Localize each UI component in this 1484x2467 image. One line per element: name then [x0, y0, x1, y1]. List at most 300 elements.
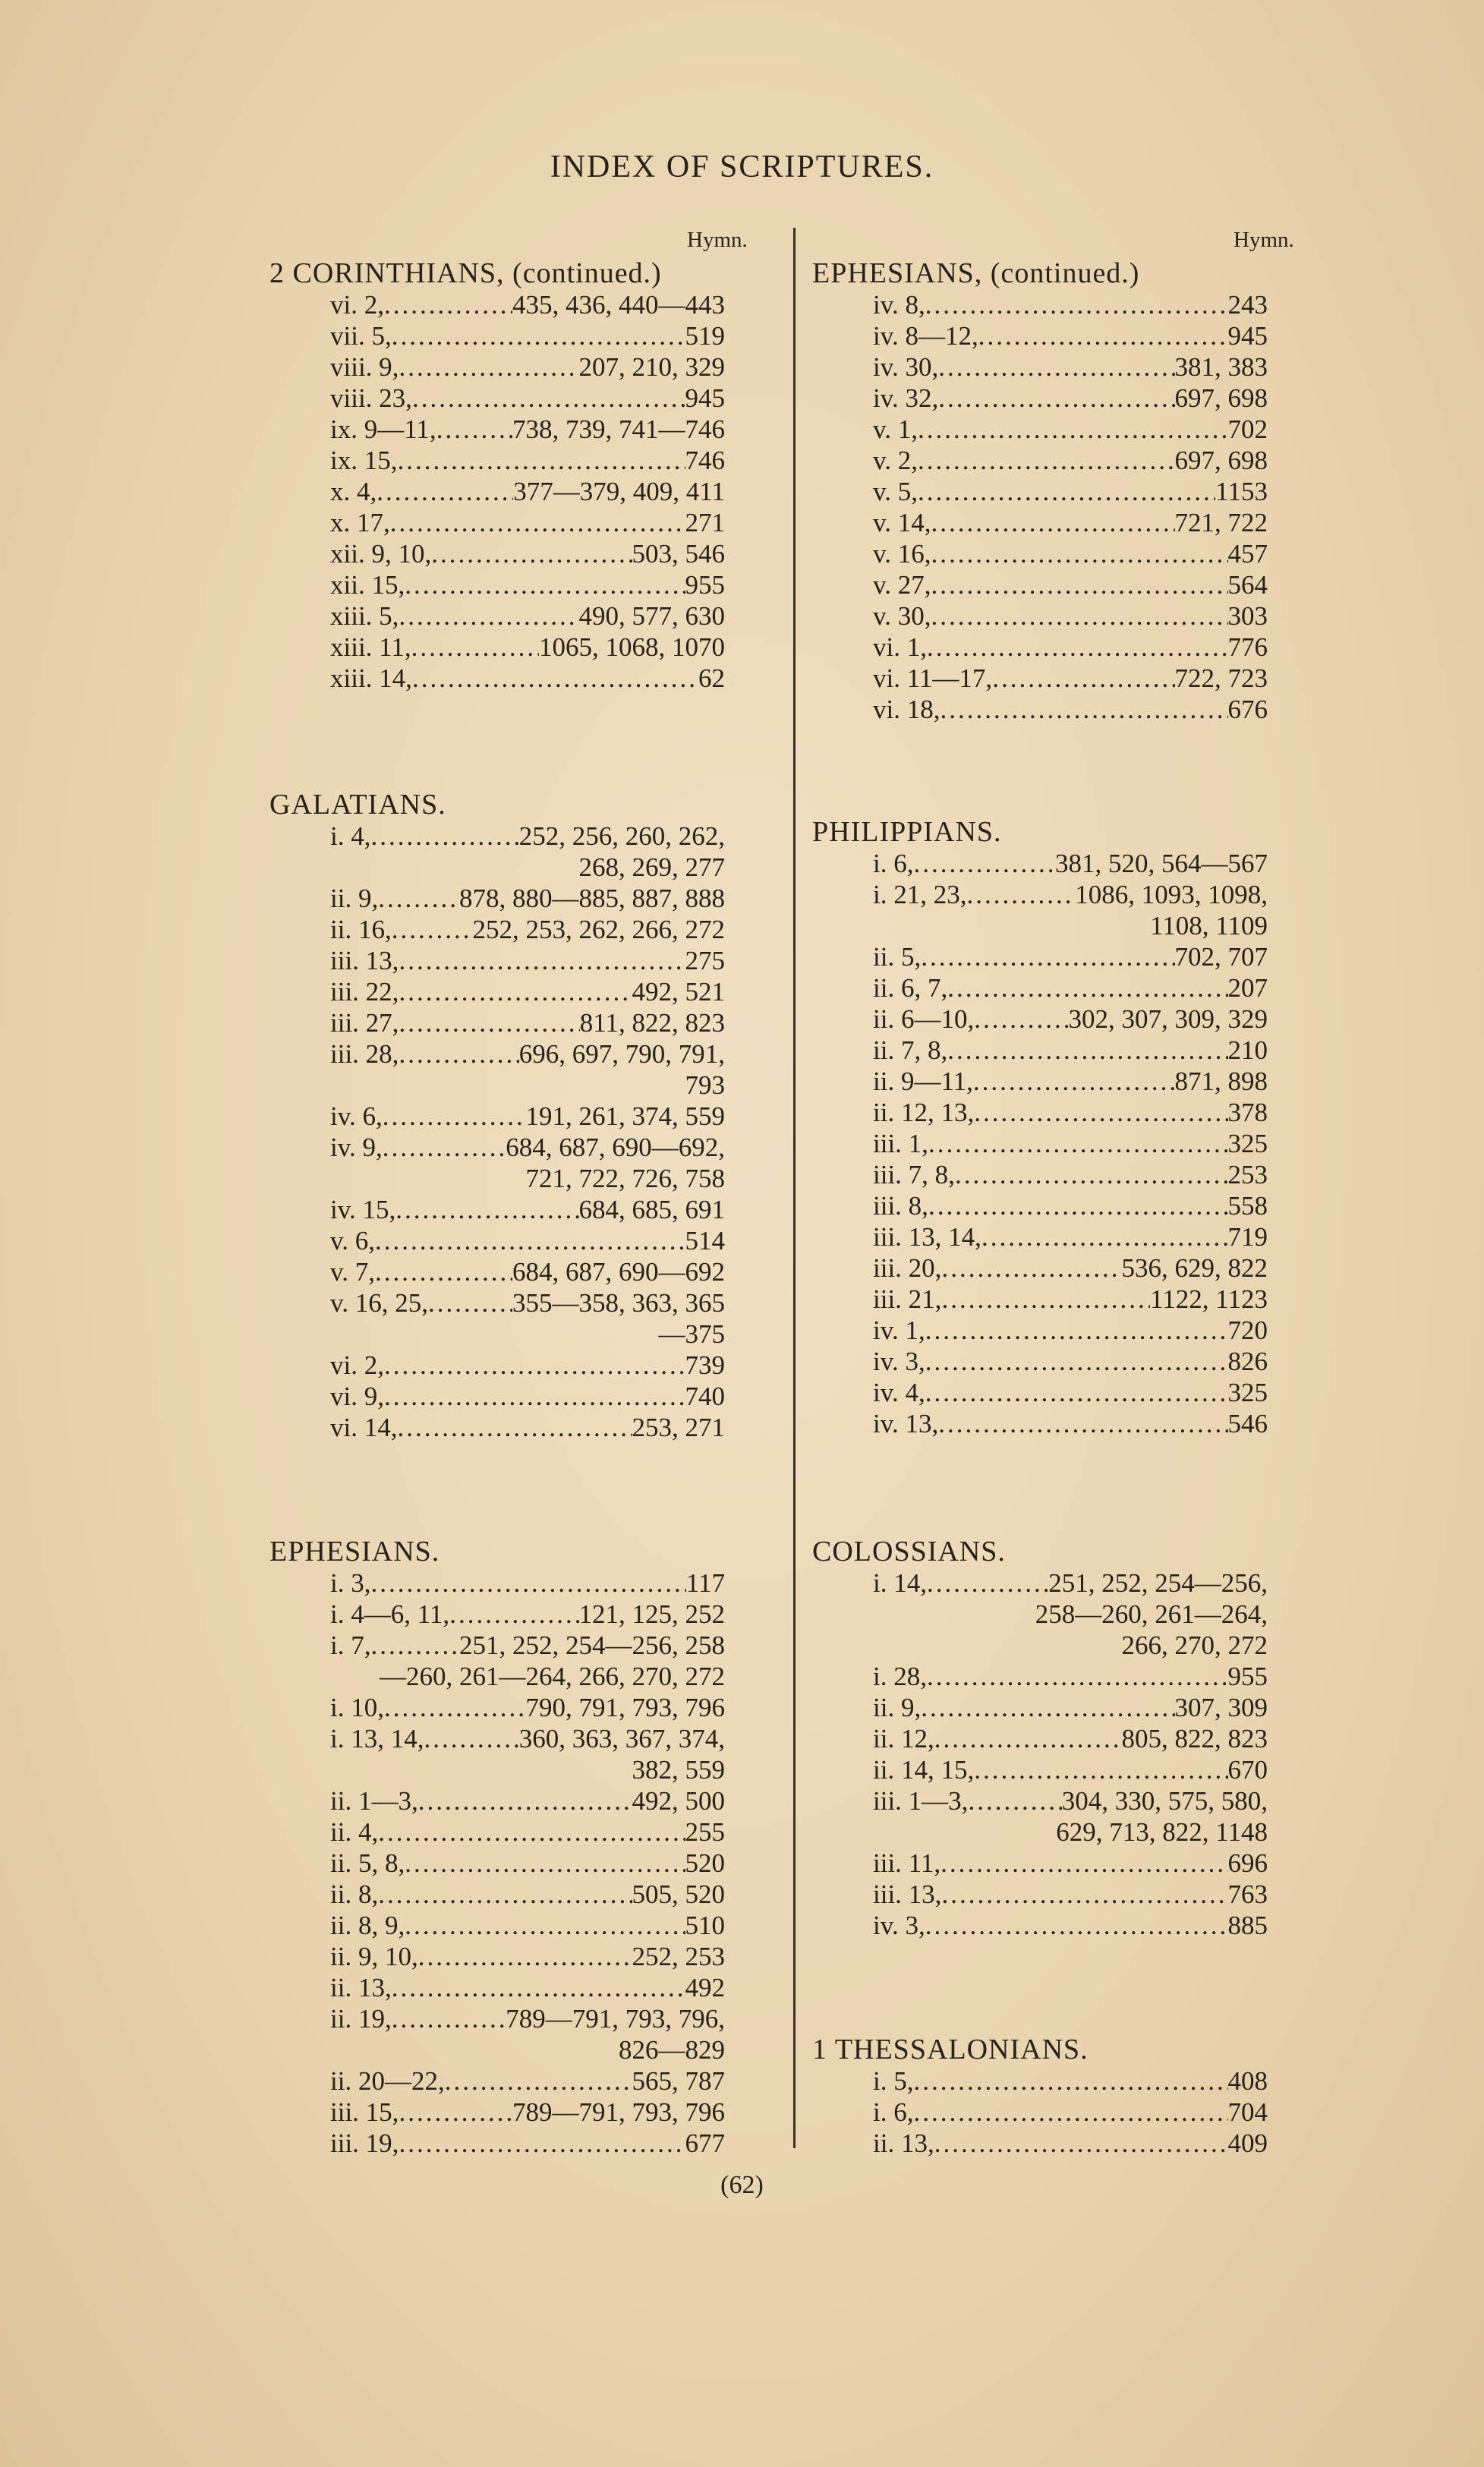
- hymn-numbers-continued: 629, 713, 822, 1148: [1056, 1817, 1268, 1847]
- index-entry: [330, 320, 725, 351]
- hymn-numbers: 520: [685, 1848, 725, 1878]
- hymn-numbers: 955: [1227, 1662, 1268, 1691]
- scripture-reference: ii. 9—11,: [873, 1067, 973, 1096]
- index-entry: [330, 1599, 725, 1630]
- scripture-reference: ii. 6, 7,: [873, 973, 948, 1003]
- index-entry: [330, 538, 725, 569]
- dot-leader: [424, 1723, 518, 1754]
- scripture-reference: iii. 15,: [330, 2097, 399, 2127]
- scripture-reference: xiii. 14,: [330, 663, 412, 693]
- scripture-reference: v. 2,: [873, 446, 918, 475]
- index-entry: [330, 1350, 725, 1381]
- index-entry: [873, 1692, 1268, 1723]
- dot-leader: [921, 941, 1174, 972]
- index-entry: [330, 1785, 725, 1816]
- scripture-reference: iii. 13,: [873, 1879, 942, 1909]
- index-entry: [330, 1630, 725, 1661]
- index-entry: [330, 351, 725, 383]
- hymn-numbers: 684, 685, 691: [578, 1195, 725, 1224]
- dot-leader: [418, 1785, 632, 1816]
- index-entry: [873, 1661, 1268, 1692]
- index-entry: [873, 2097, 1268, 2128]
- dot-leader: [399, 945, 685, 976]
- hymn-numbers: 355—358, 363, 365: [512, 1288, 725, 1318]
- dot-leader: [918, 445, 1175, 476]
- index-entry: [330, 1194, 725, 1225]
- index-entry: [873, 1567, 1268, 1599]
- scripture-reference: iv. 32,: [873, 383, 939, 413]
- dot-leader: [927, 632, 1228, 663]
- index-entry: [873, 941, 1268, 972]
- scripture-reference: ii. 20—22,: [330, 2066, 445, 2096]
- right-column-header: Hymn.: [1234, 228, 1294, 252]
- hymn-numbers: 253: [1227, 1160, 1268, 1189]
- index-entry: [873, 879, 1268, 910]
- dot-leader: [925, 289, 1228, 320]
- index-entry: [330, 476, 725, 507]
- hymn-numbers: 307, 309: [1174, 1693, 1268, 1722]
- dot-leader: [938, 351, 1174, 383]
- dot-leader: [436, 414, 512, 445]
- scripture-reference: ii. 13,: [330, 1973, 392, 2002]
- hymn-numbers: 457: [1227, 539, 1268, 569]
- section-title: 1 THESSALONIANS.: [812, 2034, 1089, 2065]
- section-title: GALATIANS.: [269, 789, 446, 821]
- index-entry: [330, 1101, 725, 1132]
- hymn-numbers: 377—379, 409, 411: [513, 477, 725, 506]
- dot-leader: [966, 879, 1075, 910]
- index-entry: [873, 289, 1268, 320]
- scripture-reference: iii. 22,: [330, 977, 399, 1007]
- scripture-reference: ii. 13,: [873, 2128, 934, 2158]
- scripture-reference: iii. 1—3,: [873, 1786, 969, 1816]
- scripture-reference: ix. 15,: [330, 446, 398, 475]
- dot-leader: [392, 2003, 506, 2034]
- index-entry: [873, 632, 1268, 663]
- dot-leader: [974, 1097, 1227, 1128]
- dot-leader: [397, 1412, 632, 1443]
- dot-leader: [399, 351, 578, 383]
- hymn-numbers: 251, 252, 254—256,: [1048, 1568, 1268, 1598]
- dot-leader: [378, 1816, 685, 1848]
- dot-leader: [405, 569, 685, 600]
- page-title: INDEX OF SCRIPTURES.: [550, 150, 934, 184]
- index-entry: [873, 476, 1268, 507]
- index-entry: [330, 1816, 725, 1848]
- scripture-reference: ii. 19,: [330, 2004, 392, 2034]
- scripture-reference: i. 5,: [873, 2066, 914, 2096]
- scripture-reference: i. 6,: [873, 849, 914, 878]
- index-entry: [330, 883, 725, 914]
- hymn-numbers: 519: [685, 321, 725, 351]
- hymn-numbers: 546: [1227, 1409, 1268, 1438]
- dot-leader: [913, 2097, 1227, 2128]
- dot-leader: [397, 445, 685, 476]
- scripture-reference: i. 10,: [330, 1693, 384, 1722]
- scripture-reference: vi. 2,: [330, 290, 384, 320]
- hymn-numbers-continued: —375: [658, 1319, 725, 1349]
- hymn-numbers: 565, 787: [632, 2066, 725, 2096]
- dot-leader: [412, 383, 685, 414]
- scripture-reference: iv. 8—12,: [873, 321, 978, 351]
- index-entry: [330, 1412, 725, 1443]
- hymn-numbers: 684, 687, 690—692,: [506, 1133, 725, 1162]
- section-title: COLOSSIANS.: [812, 1536, 1006, 1567]
- scripture-reference: iii. 13, 14,: [873, 1222, 981, 1252]
- dot-leader: [428, 1287, 512, 1319]
- dot-leader: [412, 663, 698, 694]
- dot-leader: [955, 1159, 1228, 1190]
- dot-leader: [405, 1910, 685, 1941]
- scripture-reference: i. 28,: [873, 1662, 927, 1691]
- index-entry: [873, 1848, 1268, 1879]
- dot-leader: [384, 1692, 526, 1723]
- scripture-reference: iv. 13,: [873, 1409, 939, 1438]
- index-entry: [330, 1910, 725, 1941]
- scripture-reference: iii. 27,: [330, 1008, 399, 1038]
- hymn-numbers: 435, 436, 440—443: [512, 290, 725, 320]
- index-entry: [873, 1408, 1268, 1439]
- dot-leader: [928, 1128, 1228, 1159]
- scripture-reference: v. 1,: [873, 414, 918, 444]
- hymn-numbers: 381, 520, 564—567: [1055, 849, 1268, 878]
- scripture-reference: i. 4—6, 11,: [330, 1599, 450, 1629]
- hymn-numbers: 722, 723: [1174, 663, 1268, 693]
- hymn-numbers: 514: [685, 1226, 725, 1256]
- hymn-numbers: 492: [685, 1973, 725, 2002]
- column-divider: [793, 228, 796, 2148]
- dot-leader: [399, 600, 578, 632]
- scripture-reference: vi. 11—17,: [873, 663, 993, 693]
- hymn-numbers: 789—791, 793, 796: [512, 2097, 725, 2127]
- section-title: EPHESIANS.: [269, 1536, 440, 1567]
- hymn-numbers: 360, 363, 367, 374,: [518, 1724, 725, 1753]
- dot-leader: [449, 1599, 578, 1630]
- hymn-numbers: 121, 125, 252: [578, 1599, 725, 1629]
- index-entry: [873, 1097, 1268, 1128]
- scripture-reference: v. 7,: [330, 1257, 375, 1287]
- dot-leader: [918, 414, 1228, 445]
- hymn-numbers: 738, 739, 741—746: [512, 414, 725, 444]
- index-entry: [330, 663, 725, 694]
- hymn-numbers: 805, 822, 823: [1121, 1724, 1268, 1753]
- dot-leader: [399, 1007, 579, 1038]
- scripture-reference: xiii. 11,: [330, 632, 411, 662]
- dot-leader: [974, 1003, 1068, 1035]
- hymn-numbers: 490, 577, 630: [578, 601, 725, 631]
- hymn-numbers: 1086, 1093, 1098,: [1075, 880, 1268, 909]
- scripture-reference: ii. 5,: [873, 942, 922, 972]
- index-entry: [330, 2128, 725, 2159]
- scripture-reference: i. 3,: [330, 1568, 371, 1598]
- index-entry: [873, 1003, 1268, 1035]
- scripture-reference: vi. 18,: [873, 695, 940, 724]
- section-title: 2 CORINTHIANS, (continued.): [269, 257, 662, 289]
- dot-leader: [370, 1567, 685, 1599]
- hymn-numbers: 702: [1227, 414, 1268, 444]
- scripture-reference: ii. 9, 10,: [330, 1942, 418, 1971]
- dot-leader: [377, 476, 513, 507]
- index-entry: [873, 1910, 1268, 1941]
- index-entry: [330, 1381, 725, 1412]
- scripture-reference: ii. 8,: [330, 1879, 379, 1909]
- section-title: PHILIPPIANS.: [812, 816, 1002, 848]
- index-entry: [873, 383, 1268, 414]
- scripture-reference: ii. 16,: [330, 915, 392, 944]
- index-entry: [330, 507, 725, 538]
- dot-leader: [931, 538, 1227, 569]
- dot-leader: [981, 1221, 1228, 1252]
- scripture-reference: iii. 21,: [873, 1284, 942, 1314]
- hymn-numbers: 251, 252, 254—256, 258: [459, 1630, 725, 1660]
- hymn-numbers-continued: 1108, 1109: [1150, 911, 1268, 940]
- dot-leader: [392, 914, 473, 945]
- hymn-numbers: 271: [685, 508, 725, 537]
- dot-leader: [973, 1066, 1175, 1097]
- index-entry: [330, 1132, 725, 1163]
- hymn-numbers: 408: [1227, 2066, 1268, 2096]
- index-entry: [873, 569, 1268, 600]
- dot-leader: [925, 1315, 1228, 1346]
- hymn-numbers: 503, 546: [632, 539, 725, 569]
- hymn-numbers: 492, 521: [632, 977, 725, 1007]
- hymn-numbers-continued: 793: [685, 1070, 725, 1100]
- index-entry: [330, 383, 725, 414]
- index-entry: [330, 289, 725, 320]
- hymn-numbers: 871, 898: [1174, 1067, 1268, 1096]
- index-entry: [873, 1221, 1268, 1252]
- hymn-numbers: 746: [685, 446, 725, 475]
- index-entry: [873, 663, 1268, 694]
- index-entry: [330, 600, 725, 632]
- hymn-numbers: 811, 822, 823: [579, 1008, 725, 1038]
- scripture-reference: v. 16,: [873, 539, 931, 569]
- hymn-numbers: 696, 697, 790, 791,: [518, 1039, 725, 1069]
- dot-leader: [941, 1252, 1121, 1284]
- hymn-numbers: 191, 261, 374, 559: [525, 1101, 725, 1131]
- index-entry: [873, 445, 1268, 476]
- dot-leader: [378, 883, 459, 914]
- dot-leader: [928, 1190, 1228, 1221]
- dot-leader: [940, 694, 1227, 725]
- page-number: (62): [720, 2171, 764, 2199]
- index-entry: [330, 1692, 725, 1723]
- dot-leader: [390, 507, 685, 538]
- scripture-reference: iv. 1,: [873, 1315, 925, 1345]
- hymn-numbers: 740: [685, 1382, 725, 1411]
- dot-leader: [378, 1879, 632, 1910]
- scripture-reference: iv. 15,: [330, 1195, 396, 1224]
- scripture-reference: iii. 13,: [330, 946, 399, 975]
- scripture-reference: iv. 3,: [873, 1911, 925, 1940]
- section-1-thessalonians: [812, 2034, 1268, 2159]
- hymn-numbers: 304, 330, 575, 580,: [1061, 1786, 1268, 1816]
- hymn-numbers-continued: —260, 261—264, 266, 270, 272: [380, 1662, 725, 1691]
- dot-leader: [927, 1567, 1048, 1599]
- index-entry: [873, 1754, 1268, 1785]
- hymn-numbers: 558: [1227, 1191, 1268, 1221]
- scripture-reference: iv. 30,: [873, 352, 939, 382]
- scripture-reference: xii. 15,: [330, 570, 405, 600]
- scripture-reference: viii. 23,: [330, 383, 412, 413]
- scripture-reference: iii. 1,: [873, 1129, 928, 1158]
- hymn-numbers: 720: [1227, 1315, 1268, 1345]
- hymn-numbers: 252, 253: [632, 1942, 725, 1971]
- index-entry: [330, 2097, 725, 2128]
- scripture-reference: i. 6,: [873, 2097, 914, 2127]
- scripture-reference: iv. 4,: [873, 1378, 925, 1407]
- scripture-reference: iii. 28,: [330, 1039, 399, 1069]
- index-entry: [330, 1225, 725, 1256]
- hymn-numbers: 696: [1227, 1848, 1268, 1878]
- scripture-reference: iii. 7, 8,: [873, 1160, 955, 1189]
- scripture-reference: i. 14,: [873, 1568, 927, 1598]
- scripture-reference: iii. 19,: [330, 2128, 399, 2158]
- dot-leader: [384, 289, 512, 320]
- hymn-numbers: 492, 500: [632, 1786, 725, 1816]
- hymn-numbers: 564: [1227, 570, 1268, 600]
- scripture-reference: ii. 12,: [873, 1724, 934, 1753]
- index-entry: [330, 1723, 725, 1754]
- hymn-numbers: 739: [685, 1350, 725, 1380]
- scripture-reference: ii. 1—3,: [330, 1786, 418, 1816]
- index-entry: [330, 445, 725, 476]
- scripture-reference: vii. 5,: [330, 321, 392, 351]
- hymn-numbers: 303: [1227, 601, 1268, 631]
- hymn-numbers: 505, 520: [632, 1879, 725, 1909]
- index-entry: [873, 1377, 1268, 1408]
- hymn-numbers: 243: [1227, 290, 1268, 320]
- index-entry: [873, 320, 1268, 351]
- dot-leader: [941, 1284, 1150, 1315]
- index-entry: [330, 1256, 725, 1287]
- dot-leader: [974, 1754, 1227, 1785]
- hymn-numbers: 763: [1227, 1879, 1268, 1909]
- index-entry: [873, 1723, 1268, 1754]
- scripture-reference: vi. 1,: [873, 632, 927, 662]
- scripture-reference: v. 5,: [873, 477, 918, 506]
- dot-leader: [383, 1101, 526, 1132]
- hymn-numbers: 275: [685, 946, 725, 975]
- hymn-numbers: 697, 698: [1174, 446, 1268, 475]
- scripture-reference: iii. 20,: [873, 1253, 942, 1283]
- index-entry: [873, 1346, 1268, 1377]
- section-ephesians: [269, 1536, 725, 2159]
- index-entry: [330, 1941, 725, 1972]
- index-entry: [873, 538, 1268, 569]
- index-entry: [330, 1879, 725, 1910]
- dot-leader: [931, 507, 1174, 538]
- dot-leader: [941, 1879, 1227, 1910]
- hymn-numbers: 252, 253, 262, 266, 272: [472, 915, 725, 944]
- scripture-reference: xiii. 5,: [330, 601, 399, 631]
- dot-leader: [384, 1381, 685, 1412]
- hymn-numbers: 826: [1227, 1347, 1268, 1376]
- hymn-numbers: 945: [685, 383, 725, 413]
- hymn-numbers: 1122, 1123: [1150, 1284, 1268, 1314]
- dot-leader: [968, 1785, 1061, 1816]
- dot-leader: [978, 320, 1228, 351]
- dot-leader: [392, 320, 685, 351]
- dot-leader: [925, 1910, 1228, 1941]
- hymn-numbers: 704: [1227, 2097, 1268, 2127]
- hymn-numbers: 409: [1227, 2128, 1268, 2158]
- dot-leader: [913, 2065, 1227, 2097]
- dot-leader: [418, 1941, 632, 1972]
- scripture-reference: v. 27,: [873, 570, 931, 600]
- index-entry: [330, 632, 725, 663]
- hymn-numbers: 721, 722: [1174, 508, 1268, 537]
- dot-leader: [913, 848, 1055, 879]
- index-entry: [873, 1284, 1268, 1315]
- hymn-numbers: 702, 707: [1174, 942, 1268, 972]
- index-entry: [873, 694, 1268, 725]
- index-entry: [873, 1066, 1268, 1097]
- hymn-numbers: 697, 698: [1174, 383, 1268, 413]
- index-entry: [330, 1972, 725, 2003]
- dot-leader: [938, 1408, 1227, 1439]
- dot-leader: [375, 1225, 685, 1256]
- index-entry: [873, 1785, 1268, 1816]
- index-entry: [330, 569, 725, 600]
- scripture-reference: ii. 4,: [330, 1817, 379, 1847]
- dot-leader: [938, 383, 1174, 414]
- dot-leader: [384, 1350, 685, 1381]
- scripture-reference: vi. 9,: [330, 1382, 384, 1411]
- scripture-reference: ii. 6—10,: [873, 1004, 975, 1034]
- section-2-corinthians: [269, 258, 725, 694]
- dot-leader: [392, 1972, 685, 2003]
- scripture-reference: i. 7,: [330, 1630, 371, 1660]
- dot-leader: [931, 600, 1227, 632]
- hymn-numbers: 325: [1227, 1129, 1268, 1158]
- scripture-reference: v. 30,: [873, 601, 931, 631]
- scripture-reference: ii. 9,: [330, 884, 379, 913]
- hymn-numbers-continued: 258—260, 261—264,: [1035, 1599, 1268, 1629]
- dot-leader: [399, 1038, 518, 1070]
- index-entry: [873, 1159, 1268, 1190]
- hymn-numbers: 62: [698, 663, 725, 693]
- hymn-numbers: 207: [1227, 973, 1268, 1003]
- hymn-numbers: 302, 307, 309, 329: [1068, 1004, 1268, 1034]
- hymn-numbers: 210: [1227, 1035, 1268, 1065]
- scripture-reference: iii. 11,: [873, 1848, 941, 1878]
- dot-leader: [925, 1346, 1228, 1377]
- dot-leader: [383, 1132, 506, 1163]
- index-entry: [330, 2003, 725, 2034]
- hymn-numbers: 536, 629, 822: [1121, 1253, 1268, 1283]
- index-entry: [873, 1190, 1268, 1221]
- scripture-reference: iii. 8,: [873, 1191, 928, 1221]
- index-entry: [330, 2065, 725, 2097]
- hymn-numbers: 719: [1227, 1222, 1268, 1252]
- section-ephesians-continued: [812, 258, 1268, 725]
- dot-leader: [934, 1723, 1122, 1754]
- index-entry: [330, 1567, 725, 1599]
- hymn-numbers: 510: [685, 1911, 725, 1940]
- section-philippians: [812, 817, 1268, 1439]
- index-entry: [873, 414, 1268, 445]
- index-entry: [330, 1007, 725, 1038]
- index-entry: [873, 600, 1268, 632]
- index-entry: [873, 1035, 1268, 1066]
- scripture-reference: vi. 14,: [330, 1413, 398, 1442]
- dot-leader: [399, 976, 632, 1007]
- index-entry: [330, 1848, 725, 1879]
- index-entry: [873, 972, 1268, 1003]
- dot-leader: [934, 2128, 1228, 2159]
- hymn-numbers-continued: 826—829: [619, 2035, 725, 2065]
